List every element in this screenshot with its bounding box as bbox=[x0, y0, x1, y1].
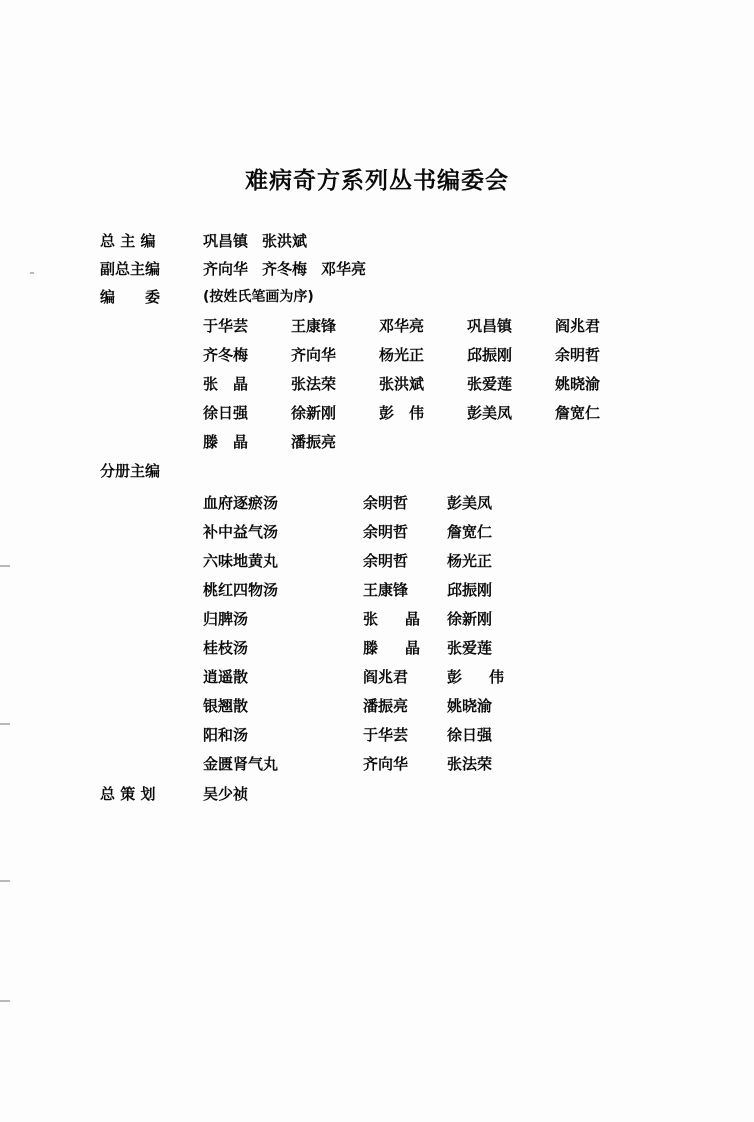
person-name: 邓华亮 bbox=[321, 260, 367, 278]
person-name: 杨光正 bbox=[447, 552, 493, 570]
volume-title: 补中益气汤 bbox=[203, 523, 279, 541]
committee-content bbox=[0, 228, 754, 809]
volume-title: 金匮肾气丸 bbox=[203, 755, 279, 773]
person-name: 齐向华 bbox=[291, 346, 337, 364]
person-name: 张法荣 bbox=[291, 375, 337, 393]
volume-editor-item bbox=[203, 750, 754, 779]
volume-title: 银翘散 bbox=[203, 697, 249, 715]
volume-title: 桃红四物汤 bbox=[203, 581, 279, 599]
label-deputy-chief-editor: 副总主编 bbox=[100, 260, 161, 278]
person-name: 齐向华 bbox=[203, 260, 249, 278]
person-name: 邓华亮 bbox=[379, 317, 425, 335]
volume-editor-item bbox=[203, 547, 754, 576]
person-name: 邱振刚 bbox=[447, 581, 493, 599]
person-name: 张 晶 bbox=[363, 610, 427, 628]
person-name: 张爱莲 bbox=[447, 639, 493, 657]
person-name: 王康锋 bbox=[363, 581, 409, 599]
volume-editor-item bbox=[203, 721, 754, 750]
volume-title: 六味地黄丸 bbox=[203, 552, 279, 570]
person-name: 徐日强 bbox=[203, 404, 249, 422]
person-name: 巩昌镇 bbox=[203, 232, 249, 250]
names-chief-editor bbox=[203, 228, 307, 254]
person-name: 姚晓渝 bbox=[447, 697, 493, 715]
person-name: 于华芸 bbox=[363, 726, 409, 744]
volume-editor-item bbox=[203, 663, 754, 692]
person-name: 余明哲 bbox=[363, 494, 409, 512]
person-name: 彭 伟 bbox=[447, 668, 511, 686]
person-name: 巩昌镇 bbox=[467, 317, 513, 335]
person-name: 潘振亮 bbox=[291, 433, 337, 451]
editorial-board-row bbox=[203, 341, 754, 370]
person-name: 彭 伟 bbox=[379, 404, 425, 422]
volume-editor-item bbox=[203, 692, 754, 721]
person-name: 吴少祯 bbox=[203, 785, 249, 803]
person-name: 于华芸 bbox=[203, 317, 249, 335]
editorial-board-row bbox=[203, 312, 754, 341]
editorial-board-row bbox=[203, 370, 754, 399]
person-name: 余明哲 bbox=[555, 346, 601, 364]
person-name: 滕 晶 bbox=[203, 433, 249, 451]
person-name: 张爱莲 bbox=[467, 375, 513, 393]
label-general-planner: 总 策 划 bbox=[100, 785, 156, 803]
label-chief-editor: 总 主 编 bbox=[100, 232, 156, 250]
person-name: 齐冬梅 bbox=[203, 346, 249, 364]
person-name: 齐冬梅 bbox=[262, 260, 308, 278]
person-name: 余明哲 bbox=[363, 523, 409, 541]
person-name: 詹宽仁 bbox=[447, 523, 493, 541]
volume-editor-item bbox=[203, 518, 754, 547]
volume-editor-item bbox=[203, 489, 754, 518]
volume-title: 桂枝汤 bbox=[203, 639, 249, 657]
label-volume-editors: 分册主编 bbox=[100, 462, 161, 480]
person-name: 王康锋 bbox=[291, 317, 337, 335]
person-name: 张洪斌 bbox=[262, 232, 308, 250]
row-editorial-board bbox=[0, 284, 754, 310]
volume-title: 阳和汤 bbox=[203, 726, 249, 744]
person-name: 余明哲 bbox=[363, 552, 409, 570]
person-name: 杨光正 bbox=[379, 346, 425, 364]
volume-title: 归脾汤 bbox=[203, 610, 249, 628]
names-general-planner bbox=[203, 781, 248, 807]
editorial-board-note: (按姓氏笔画为序) bbox=[203, 289, 314, 305]
person-name: 滕 晶 bbox=[363, 639, 427, 657]
label-editorial-board: 编 委 bbox=[100, 288, 161, 306]
person-name: 张洪斌 bbox=[379, 375, 425, 393]
volume-title: 逍遥散 bbox=[203, 668, 249, 686]
person-name: 张 晶 bbox=[203, 375, 249, 393]
volume-editor-item bbox=[203, 605, 754, 634]
row-deputy-chief-editor bbox=[0, 256, 754, 282]
person-name: 阎兆君 bbox=[363, 668, 409, 686]
person-name: 邱振刚 bbox=[467, 346, 513, 364]
person-name: 徐日强 bbox=[447, 726, 493, 744]
person-name: 彭美凤 bbox=[467, 404, 513, 422]
person-name: 詹宽仁 bbox=[555, 404, 601, 422]
volume-editor-item bbox=[203, 576, 754, 605]
editorial-board-row bbox=[203, 428, 754, 457]
person-name: 姚晓渝 bbox=[555, 375, 601, 393]
names-deputy-chief-editor bbox=[203, 256, 366, 282]
scan-artifact bbox=[0, 1000, 10, 1002]
scan-artifact bbox=[0, 880, 10, 882]
person-name: 阎兆君 bbox=[555, 317, 601, 335]
editorial-board-row bbox=[203, 399, 754, 428]
person-name: 徐新刚 bbox=[447, 610, 493, 628]
row-general-planner bbox=[0, 781, 754, 807]
row-chief-editor bbox=[0, 228, 754, 254]
person-name: 齐向华 bbox=[363, 755, 409, 773]
person-name: 潘振亮 bbox=[363, 697, 409, 715]
page-title: 难病奇方系列丛书编委会 bbox=[245, 168, 509, 194]
volume-title: 血府逐瘀汤 bbox=[203, 494, 279, 512]
volume-editor-item bbox=[203, 634, 754, 663]
editorial-board-grid bbox=[203, 312, 754, 457]
person-name: 彭美凤 bbox=[447, 494, 493, 512]
volume-editors-list bbox=[203, 489, 754, 779]
person-name: 张法荣 bbox=[447, 755, 493, 773]
person-name: 徐新刚 bbox=[291, 404, 337, 422]
